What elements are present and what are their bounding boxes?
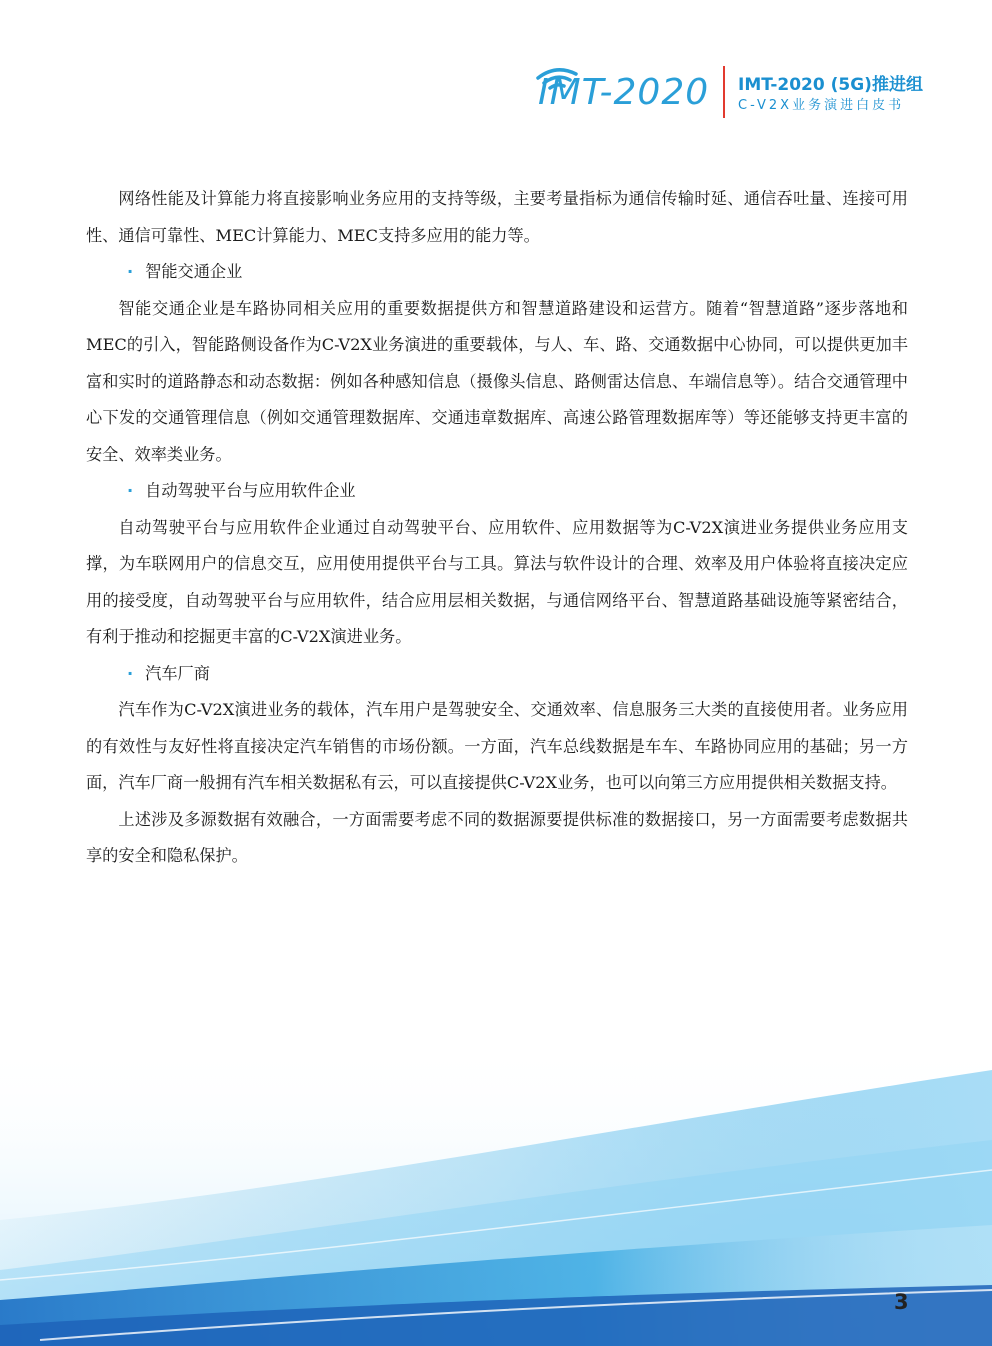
page-number: 3 bbox=[894, 1290, 909, 1314]
bullet-icon: · bbox=[127, 262, 134, 281]
imt2020-logo bbox=[532, 60, 712, 122]
section-heading-label: 智能交通企业 bbox=[145, 262, 243, 281]
org-name: IMT-2020 (5G)推进组 bbox=[738, 75, 923, 95]
section-heading-autonomous bbox=[86, 473, 908, 510]
logo-text: IMT-2020 bbox=[538, 72, 710, 113]
section-paragraph-its: 智能交通企业是车路协同相关应用的重要数据提供方和智慧道路建设和运营方。随着“智慧道路”逐步落地和MEC的引入，智能路侧设备作为C-V2X业务演进的重要载体，与人、车、路、交通数据中心协同，可以提供更加丰富和实时的道路静态和动态数据：例如各种感知信息（摄像头信息、路侧雷达信息、车端信息等）。结合交通管理中心下发的交通管理信息（例如交通管理数据库、交通违章数据库、高速公路管理数据库等）等还能够支持更丰富的安全、效率类业务。 bbox=[86, 298, 908, 464]
body-content bbox=[86, 181, 908, 875]
bullet-icon: · bbox=[127, 481, 134, 500]
section-paragraph-autonomous: 自动驾驶平台与应用软件企业通过自动驾驶平台、应用软件、应用数据等为C-V2X演进业务提供业务应用支撑，为车联网用户的信息交互，应用使用提供平台与工具。算法与软件设计的合理、效率及用户体验将直接决定应用的接受度，自动驾驶平台与应用软件，结合应用层相关数据，与通信网络平台、智慧道路基础设施等紧密结合，有利于推动和挖掘更丰富的C-V2X演进业务。 bbox=[86, 517, 908, 646]
intro-paragraph: 网络性能及计算能力将直接影响业务应用的支持等级，主要考量指标为通信传输时延、通信吞吐量、连接可用性、通信可靠性、MEC计算能力、MEC支持多应用的能力等。 bbox=[86, 189, 908, 245]
header-divider bbox=[723, 66, 725, 118]
section-heading-label: 自动驾驶平台与应用软件企业 bbox=[145, 481, 356, 500]
page-header bbox=[0, 0, 992, 140]
section-heading-automaker bbox=[86, 656, 908, 693]
closing-paragraph: 上述涉及多源数据有效融合，一方面需要考虑不同的数据源要提供标准的数据接口，另一方面需要考虑数据共享的安全和隐私保护。 bbox=[86, 809, 908, 865]
bullet-icon: · bbox=[127, 663, 134, 683]
footer-decoration bbox=[0, 1040, 992, 1346]
section-heading-its bbox=[86, 254, 908, 291]
document-title: C-V2X业务演进白皮书 bbox=[738, 98, 905, 113]
section-heading-label: 汽车厂商 bbox=[145, 663, 210, 683]
section-paragraph-automaker: 汽车作为C-V2X演进业务的载体，汽车用户是驾驶安全、交通效率、信息服务三大类的直接使用者。业务应用的有效性与友好性将直接决定汽车销售的市场份额。一方面，汽车总线数据是车车、车路协同应用的基础；另一方面，汽车厂商一般拥有汽车相关数据私有云，可以直接提供C-V2X业务，也可以向第三方应用提供相关数据支持。 bbox=[86, 700, 908, 792]
